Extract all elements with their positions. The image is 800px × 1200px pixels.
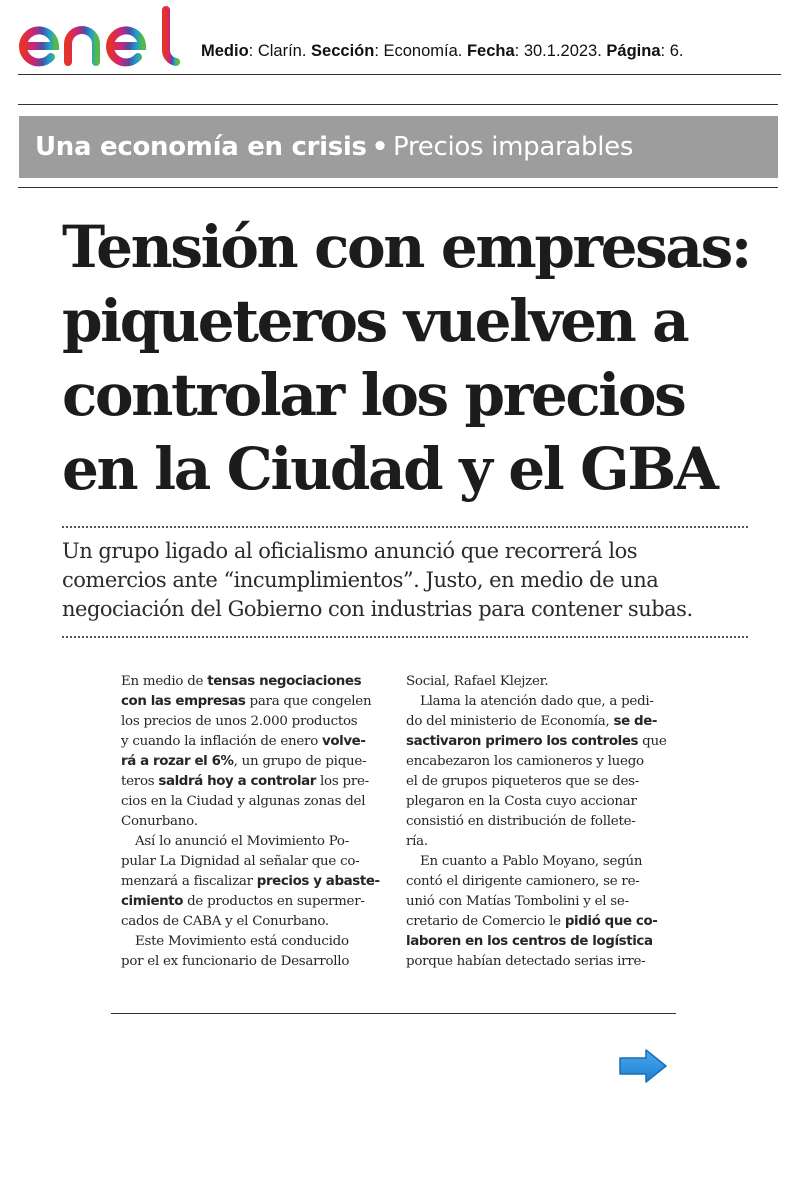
- body-text-line: cados de CABA y el Conurbano.: [121, 914, 329, 929]
- body-text-line: pular La Dignidad al señalar que co-: [121, 854, 360, 869]
- banner-kicker: Una economía en crisis: [35, 132, 367, 162]
- article-deck: [62, 537, 762, 624]
- body-text-line: porque habían detectado serias irre-: [406, 954, 646, 969]
- emphasis-text: cimiento: [121, 894, 184, 909]
- body-text-line: plegaron en la Costa cuyo accionar: [406, 794, 637, 809]
- banner-bottom-rule: [18, 187, 778, 188]
- headline-line: piqueteros vuelven a: [62, 287, 688, 355]
- deck-line: negociación del Gobierno con industrias para contener subas.: [62, 597, 693, 621]
- banner-top-rule: [18, 104, 778, 105]
- body-text-line: por el ex funcionario de Desarrollo: [121, 954, 350, 969]
- next-page-button[interactable]: [618, 1048, 668, 1084]
- emphasis-text: laboren en los centros de logística: [406, 934, 653, 949]
- headline-line: controlar los precios: [62, 361, 685, 429]
- clipping-metadata: Medio: Clarín. Sección: Economía. Fecha: 30.1.2023. Página: 6.: [201, 42, 684, 60]
- deck-line: Un grupo ligado al oficialismo anunció que recorrerá los: [62, 539, 638, 563]
- body-text-line: Llama la atención dado que, a pedi-: [420, 694, 654, 709]
- seccion-value: Economía.: [383, 42, 463, 60]
- section-banner: [19, 116, 778, 178]
- emphasis-text: se de-: [613, 714, 658, 729]
- body-text-line: Este Movimiento está conducido: [135, 934, 349, 949]
- body-text-line: ría.: [406, 834, 428, 849]
- body-text-line: rá a rozar el 6%, un grupo de pique-: [121, 754, 367, 769]
- emphasis-text: con las empresas: [121, 694, 246, 709]
- headline-line: Tensión con empresas:: [62, 213, 750, 281]
- pagina-value: 6.: [669, 42, 684, 60]
- body-text-line: Conurbano.: [121, 814, 198, 829]
- body-text-line: teros saldrá hoy a controlar los pre-: [121, 774, 369, 789]
- medio-value: Clarín.: [257, 42, 307, 60]
- body-text-line: con las empresas para que congelen: [121, 694, 372, 709]
- body-text-line: y cuando la inflación de enero volve-: [121, 734, 366, 749]
- headline-line: en la Ciudad y el GBA: [62, 435, 717, 503]
- fecha-value: 30.1.2023.: [523, 42, 602, 60]
- seccion-label: Sección: [311, 42, 375, 60]
- medio-label: Medio: [201, 42, 249, 60]
- right-arrow-icon: [618, 1048, 668, 1084]
- body-text-line: unió con Matías Tombolini y el se-: [406, 894, 629, 909]
- body-text-line: encabezaron los camioneros y luego: [406, 754, 644, 769]
- deck-top-divider: [62, 526, 748, 528]
- body-text-line: cretario de Comercio le pidió que co-: [406, 914, 658, 929]
- emphasis-text: precios y abaste-: [256, 874, 380, 889]
- body-text-line: el de grupos piqueteros que se des-: [406, 774, 640, 789]
- header-rule: [18, 74, 781, 75]
- emphasis-text: volve-: [322, 734, 366, 749]
- fecha-label: Fecha: [466, 42, 515, 60]
- emphasis-text: tensas negociaciones: [207, 674, 362, 689]
- emphasis-text: sactivaron primero los controles: [406, 734, 639, 749]
- body-text-line: Así lo anunció el Movimiento Po-: [135, 834, 350, 849]
- deck-line: comercios ante “incumplimientos”. Justo, en medio de una: [62, 568, 659, 592]
- emphasis-text: saldrá hoy a controlar: [158, 774, 317, 789]
- body-column-2: [406, 672, 676, 972]
- emphasis-text: rá a rozar el 6%: [121, 754, 234, 769]
- body-text-line: los precios de unos 2.000 productos: [121, 714, 358, 729]
- body-column-1: [121, 672, 391, 972]
- body-text-line: Social, Rafael Klejzer.: [406, 674, 549, 689]
- article-headline: [62, 210, 762, 506]
- body-text-line: do del ministerio de Economía, se de-: [406, 714, 658, 729]
- body-text-line: cimiento de productos en supermer-: [121, 894, 365, 909]
- body-text-line: sactivaron primero los controles que: [406, 734, 667, 749]
- body-text-line: En medio de tensas negociaciones: [121, 674, 362, 689]
- enel-logo: [18, 4, 180, 68]
- body-text-line: [406, 932, 676, 952]
- body-text-line: menzará a fiscalizar precios y abaste-: [121, 874, 380, 889]
- emphasis-text: pidió que co-: [564, 914, 658, 929]
- body-text-line: consistió en distribución de follete-: [406, 814, 636, 829]
- article-end-rule: [111, 1013, 676, 1014]
- deck-bottom-divider: [62, 636, 748, 638]
- banner-topic: Precios imparables: [393, 132, 634, 162]
- banner-separator: •: [371, 132, 389, 162]
- body-text-line: contó el dirigente camionero, se re-: [406, 874, 640, 889]
- body-text-line: cios en la Ciudad y algunas zonas del: [121, 794, 366, 809]
- pagina-label: Página: [606, 42, 661, 60]
- body-text-line: En cuanto a Pablo Moyano, según: [420, 854, 643, 869]
